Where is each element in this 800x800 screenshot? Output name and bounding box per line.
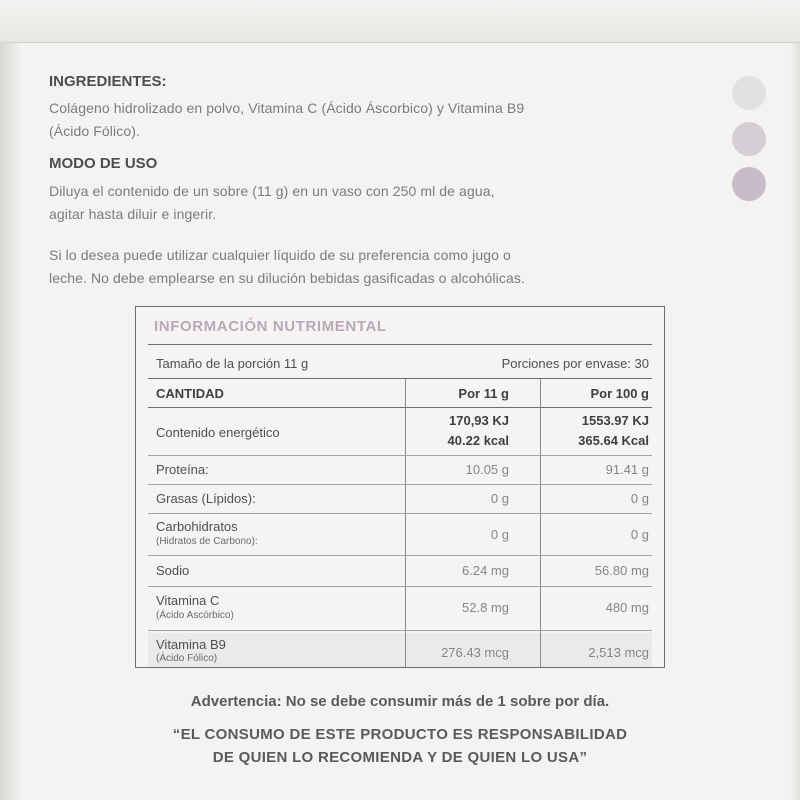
nutrition-title: INFORMACIÓN NUTRIMENTAL (154, 318, 387, 335)
ingredients-line-1: Colágeno hidrolizado en polvo, Vitamina C (Ácido Áscorbico) y Vitamina B9 (49, 100, 525, 116)
row-sub-carbs: (Hidratos de Carbono): (156, 536, 258, 547)
color-swatch-dark (732, 167, 766, 201)
protein-per-serving: 10.05 g (465, 462, 509, 477)
ingredients-text (49, 97, 679, 143)
usage-line-4: leche. No debe emplearse en su dilución bebidas gasificadas o alcohólicas. (49, 270, 525, 286)
divider (148, 407, 652, 408)
header-cantidad: CANTIDAD (156, 386, 224, 401)
energy-kj-per-100g: 1553.97 KJ (581, 413, 649, 428)
vitamin-c-per-100g: 480 mg (605, 600, 649, 615)
divider (148, 630, 652, 631)
usage-text (49, 180, 679, 226)
divider (148, 555, 652, 556)
usage-heading: MODO DE USO (49, 155, 158, 172)
energy-kcal-per-serving: 40.22 kcal (447, 433, 509, 448)
row-name-vitamin-c: Vitamina C (156, 593, 220, 608)
column-divider-1 (405, 379, 406, 667)
fats-per-100g: 0 g (630, 491, 649, 506)
divider (148, 484, 652, 485)
column-divider-2 (540, 379, 541, 667)
divider (148, 455, 652, 456)
vitamin-b9-per-100g: 2,513 mcg (588, 645, 649, 660)
divider (148, 513, 652, 514)
header-per-100g: Por 100 g (590, 386, 649, 401)
color-swatch-medium (732, 122, 766, 156)
carbs-per-100g: 0 g (630, 527, 649, 542)
divider (148, 586, 652, 587)
divider (148, 344, 652, 345)
row-name-sodium: Sodio (156, 563, 190, 578)
nutrition-facts-table (135, 306, 665, 668)
responsibility-line-2: DE QUIEN LO RECOMIENDA Y DE QUIEN LO USA” (212, 749, 588, 766)
row-name-energy: Contenido energético (156, 425, 280, 440)
row-sub-vitamin-b9: (Ácido Fólico) (156, 653, 218, 664)
vitamin-c-per-serving: 52.8 mg (462, 600, 509, 615)
box-top-flap (0, 0, 800, 43)
consumption-warning: Advertencia: No se debe consumir más de 1 sobre por día. (190, 693, 610, 710)
energy-kj-per-serving: 170,93 KJ (449, 413, 509, 428)
row-name-protein: Proteína: (156, 462, 209, 477)
carbs-per-serving: 0 g (490, 527, 509, 542)
box-right-edge (790, 43, 800, 800)
usage-line-1: Diluya el contenido de un sobre (11 g) en un vaso con 250 ml de agua, (49, 183, 495, 199)
vitamin-b9-per-serving: 276.43 mcg (441, 645, 509, 660)
row-name-fats: Grasas (Lípidos): (156, 491, 256, 506)
responsibility-line-1: “EL CONSUMO DE ESTE PRODUCTO ES RESPONSABILIDAD (172, 726, 628, 743)
row-name-carbs: Carbohidratos (156, 519, 238, 534)
sodium-per-100g: 56.80 mg (594, 563, 649, 578)
usage-line-2: agitar hasta diluir e ingerir. (49, 206, 217, 222)
fats-per-serving: 0 g (490, 491, 509, 506)
row-sub-vitamin-c: (Ácido Ascórbico) (156, 610, 234, 621)
color-swatch-light (732, 76, 766, 110)
ingredients-heading: INGREDIENTES: (49, 73, 167, 90)
usage-note (49, 244, 679, 290)
energy-kcal-per-100g: 365.64 Kcal (578, 433, 649, 448)
serving-size: Tamaño de la porción 11 g (156, 356, 309, 371)
ingredients-line-2: (Ácido Fólico). (49, 123, 140, 139)
row-name-vitamin-b9: Vitamina B9 (156, 637, 226, 652)
servings-per-container: Porciones por envase: 30 (501, 356, 649, 371)
header-per-serving: Por 11 g (458, 386, 509, 401)
box-edge-shadow (0, 43, 22, 800)
divider (148, 378, 652, 379)
usage-line-3: Si lo desea puede utilizar cualquier líquido de su preferencia como jugo o (49, 247, 511, 263)
responsibility-statement (0, 723, 800, 769)
sodium-per-serving: 6.24 mg (462, 563, 509, 578)
protein-per-100g: 91.41 g (605, 462, 649, 477)
